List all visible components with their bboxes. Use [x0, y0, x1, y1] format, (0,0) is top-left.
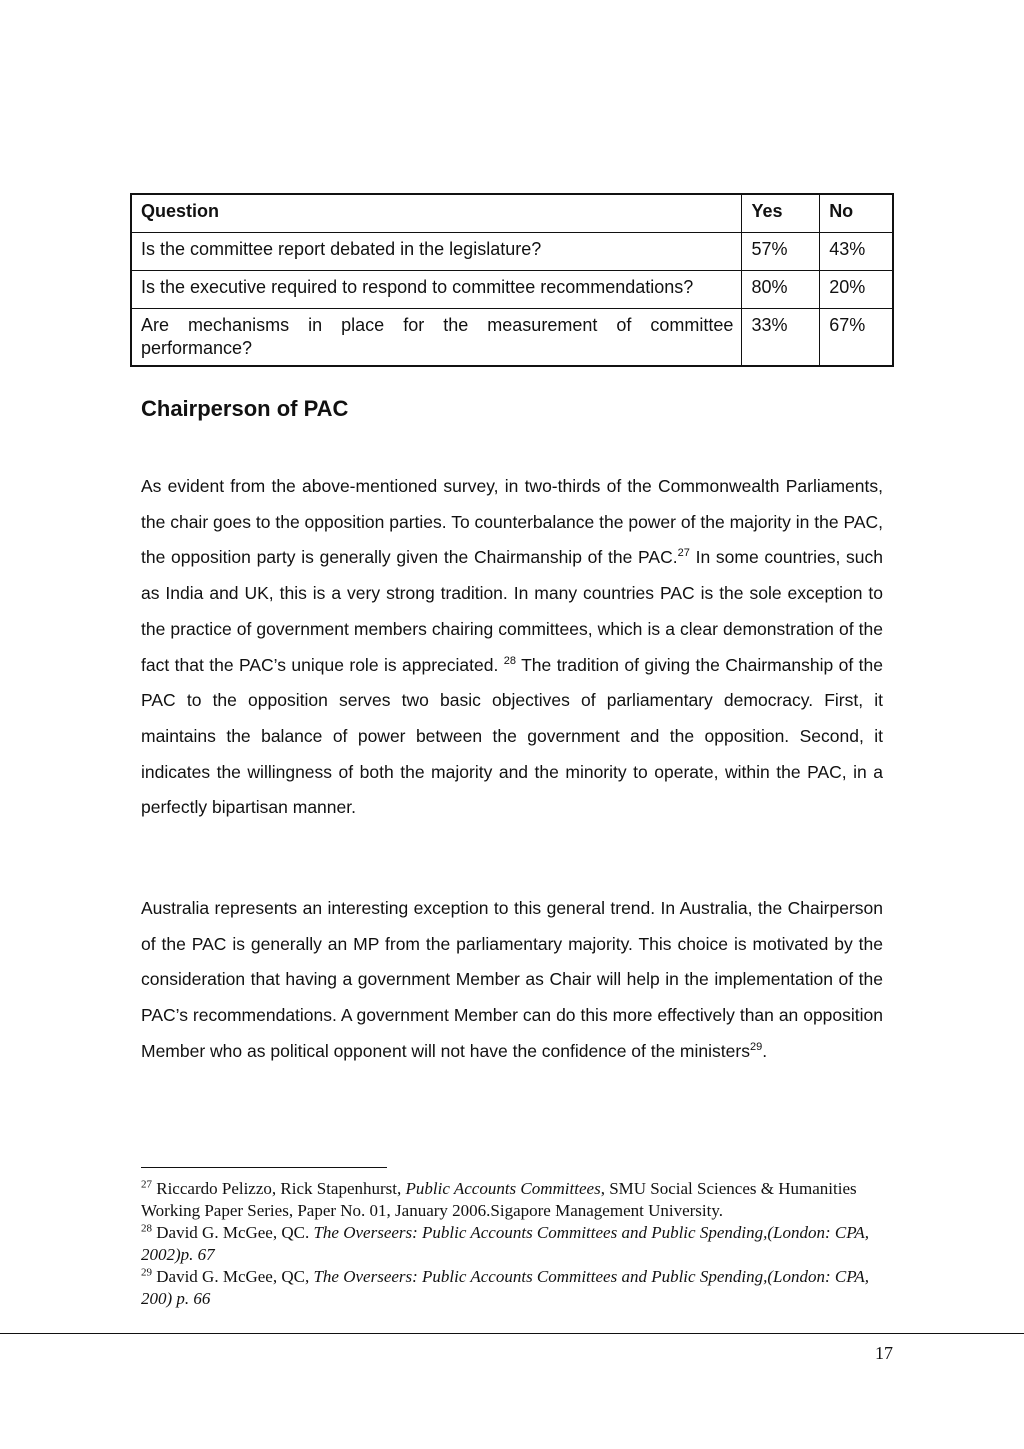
paragraph-text: In some countries, such as India and UK, this is a very strong tradition. In many countries PAC is the sole exception to the practice of government members chairing committees, which is a clear demonstration of the fact that the PAC’s unique role is appreciated.: [141, 547, 883, 675]
table-header-row: [131, 194, 893, 233]
footnote-reference: 28: [503, 654, 517, 667]
question-cell: Is the committee report debated in the legislature?: [131, 233, 742, 271]
footnote: [141, 1266, 891, 1310]
paragraph-text: Australia represents an interesting exception to this general trend. In Australia, the Chairperson of the PAC is generally an MP from the parliamentary majority. This choice is motivated by the consideration that having a government Member as Chair will help in the implementation of the PAC’s recommendations. A government Member can do this more effectively than an opposition Member who as political opponent will not have the confidence of the ministers: [141, 898, 883, 1061]
footnote-text: , SMU Social Sciences & Humanities Working Paper Series, Paper No. 01, January 2006.Sigapore Management University.: [141, 1179, 857, 1220]
yes-cell: 33%: [742, 309, 820, 367]
table-row: [131, 309, 893, 367]
footnote-text: David G. McGee, QC.: [152, 1223, 314, 1242]
footnote-title: Public Accounts Committees: [405, 1179, 601, 1198]
footnote-reference: 29: [749, 1040, 763, 1053]
yes-cell: 80%: [742, 271, 820, 309]
question-cell: Is the executive required to respond to committee recommendations?: [131, 271, 742, 309]
no-cell: 20%: [820, 271, 893, 309]
survey-table: [130, 193, 894, 367]
footnote: [141, 1178, 891, 1222]
no-cell: 67%: [820, 309, 893, 367]
footnote-title: The Overseers: Public Accounts Committees and Public Spending,(London: CPA, 2002)p. 67: [141, 1223, 870, 1264]
table-row: [131, 233, 893, 271]
paragraph-text: .: [762, 1040, 768, 1061]
header-no: No: [820, 194, 893, 233]
body-paragraph: [141, 891, 883, 1070]
page-footer-rule: [0, 1333, 1024, 1334]
footnote-text: David G. McGee, QC,: [152, 1267, 314, 1286]
paragraph-text: The tradition of giving the Chairmanship of the PAC to the opposition serves two basic objectives of parliamentary democracy. First, it maintains the balance of power between the government and the opposition. Second, it indicates the willingness of both the majority and the minority to operate, within the PAC, in a perfectly bipartisan manner.: [141, 654, 883, 818]
footnote-number: 27: [141, 1178, 152, 1191]
footnote-reference: 27: [677, 547, 690, 560]
table-row: [131, 271, 893, 309]
footnote-number: 29: [141, 1266, 152, 1279]
footnote: [141, 1222, 891, 1266]
footnote-number: 28: [141, 1222, 152, 1235]
paragraph-text: As evident from the above-mentioned survey, in two-thirds of the Commonwealth Parliaments, the chair goes to the opposition parties. To counterbalance the power of the majority in the PAC, the opposition party is generally given the Chairmanship of the PAC.: [141, 476, 883, 568]
section-heading: Chairperson of PAC: [141, 396, 349, 421]
footnotes: [141, 1178, 891, 1310]
no-cell: 43%: [820, 233, 893, 271]
question-cell: Are mechanisms in place for the measurement of committee performance?: [131, 309, 742, 367]
header-yes: Yes: [742, 194, 820, 233]
footnote-text: Riccardo Pelizzo, Rick Stapenhurst,: [152, 1179, 406, 1198]
yes-cell: 57%: [742, 233, 820, 271]
header-question: Question: [131, 194, 742, 233]
footnote-title: The Overseers: Public Accounts Committees and Public Spending,(London: CPA, 200) p. 66: [141, 1267, 870, 1308]
page-number: 17: [875, 1343, 893, 1363]
footnote-divider: [141, 1167, 387, 1168]
body-paragraph: [141, 469, 883, 826]
